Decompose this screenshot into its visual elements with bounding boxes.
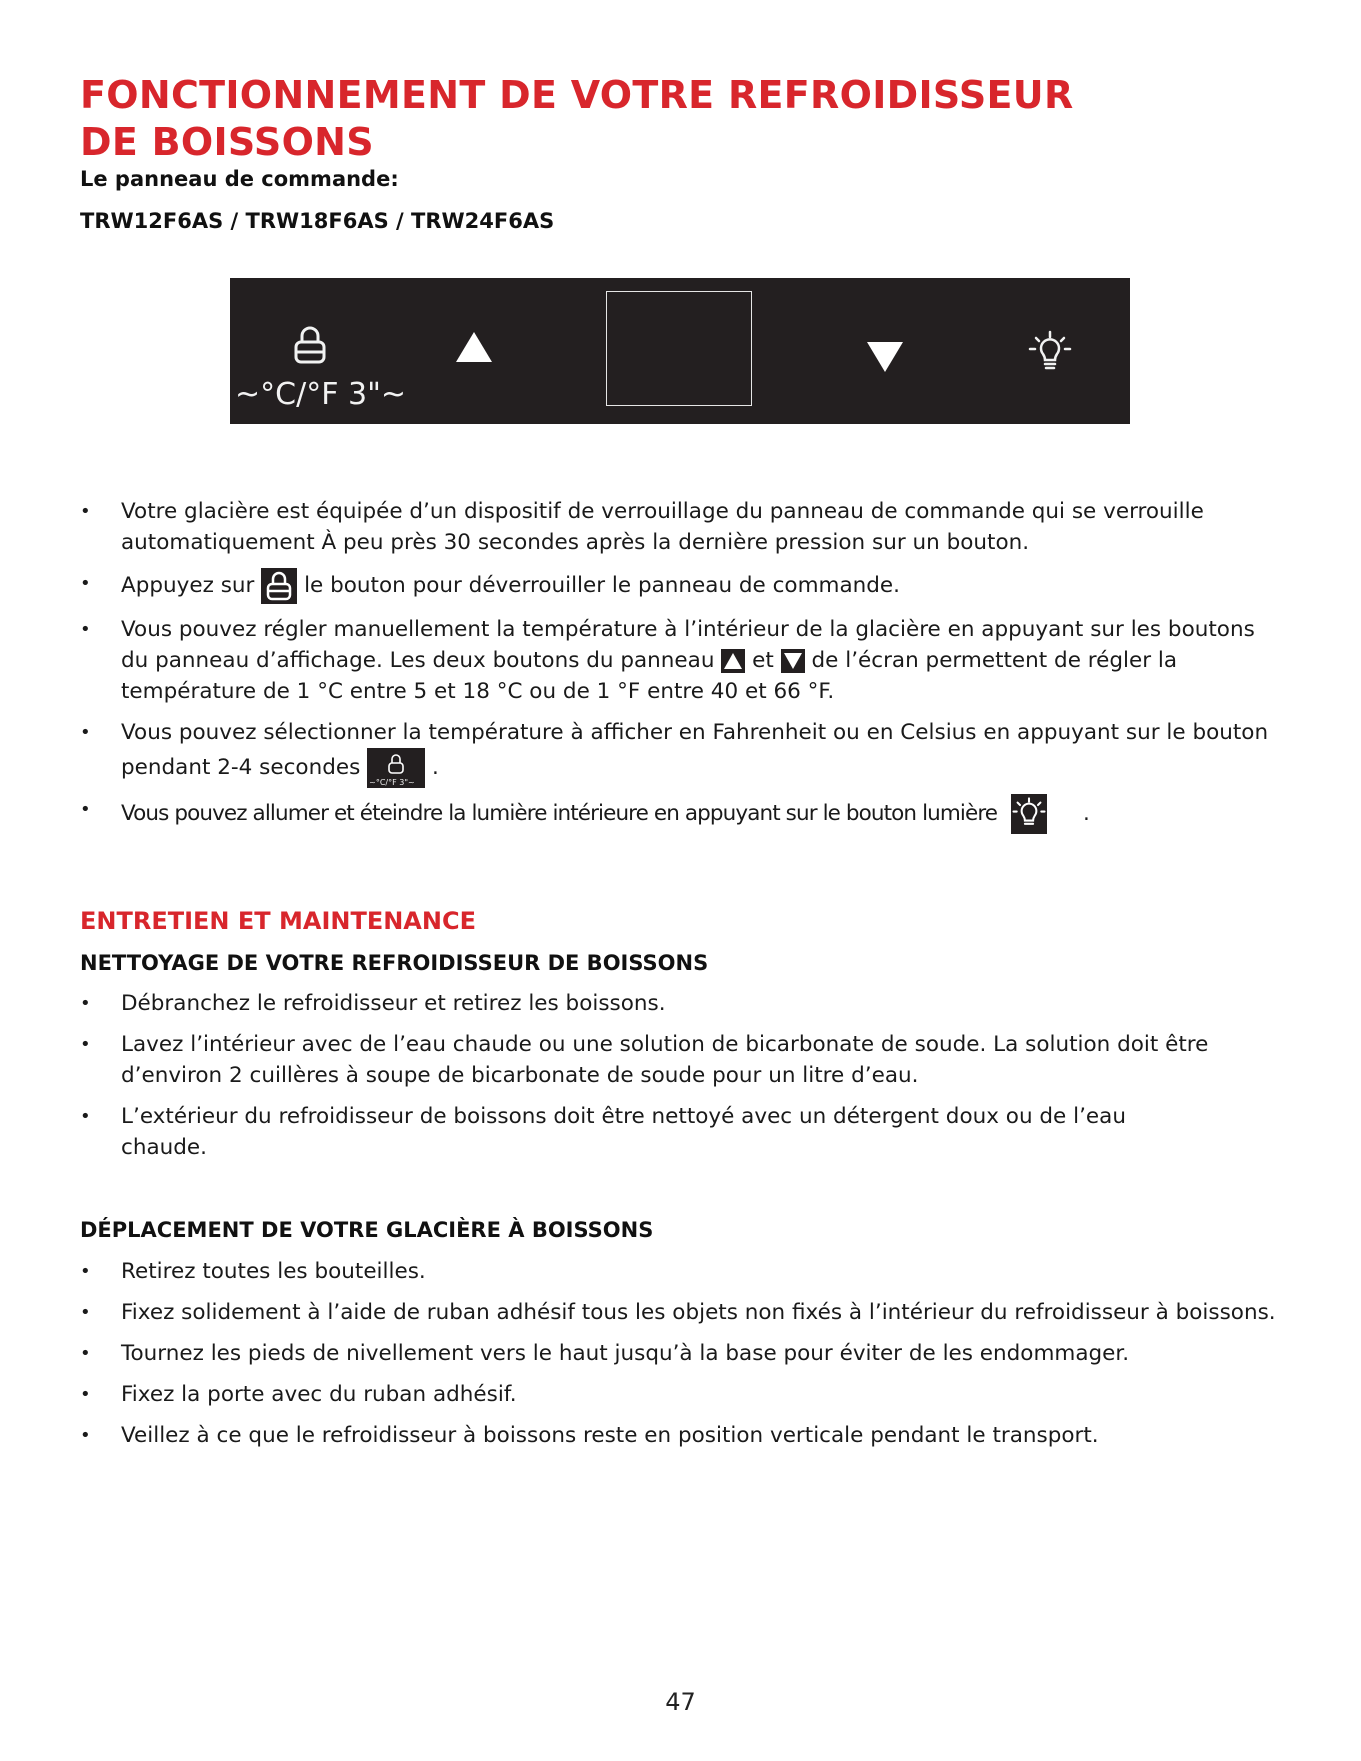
- model-numbers: TRW12F6AS / TRW18F6AS / TRW24F6AS: [80, 209, 555, 233]
- list-item: [80, 717, 1280, 788]
- bullet-text: Vous pouvez régler manuellement la température à l’intérieur de la glacière en appuyant sur les boutons du panneau d’affichage. Les deux boutons du panneau: [121, 617, 1255, 673]
- bullet-text: Débranchez le refroidisseur et retirez les boissons.: [121, 991, 666, 1016]
- bullet-text: .: [1083, 801, 1089, 826]
- bullet-text: Appuyez sur: [121, 573, 255, 598]
- list-item: [80, 568, 1280, 604]
- light-bulb-icon: [1028, 330, 1072, 374]
- bullet-text: de l’écran permettent de régler la température de 1 °C entre 5 et 18 °C ou de 1 °F entre 40 et 66 °F.: [121, 648, 1178, 704]
- mini-unit-label: ~°C/°F 3"~: [369, 778, 415, 787]
- bullet-text: Fixez solidement à l’aide de ruban adhésif tous les objets non fixés à l’intérieur du refroidisseur à boissons.: [121, 1300, 1276, 1325]
- lock-icon: [261, 568, 297, 604]
- up-arrow-icon: [455, 331, 493, 363]
- moving-title: DÉPLACEMENT DE VOTRE GLACIÈRE À BOISSONS: [80, 1218, 654, 1242]
- list-item: [80, 1379, 1280, 1410]
- down-arrow-icon: [781, 649, 805, 673]
- lock-unit-button-icon: [367, 748, 425, 788]
- list-item: [80, 1256, 1280, 1287]
- list-item: [80, 496, 1280, 558]
- bullet-text: et: [752, 648, 774, 673]
- page-number: 47: [665, 1688, 696, 1716]
- moving-bullet-list: [80, 1256, 1280, 1451]
- page-title-line1: FONCTIONNEMENT DE VOTRE REFROIDISSEUR: [80, 73, 1074, 117]
- list-item: [80, 1297, 1280, 1328]
- list-item: [80, 614, 1280, 707]
- list-item: [80, 1101, 1280, 1163]
- bullet-text: Lavez l’intérieur avec de l’eau chaude ou une solution de bicarbonate de soude. La solution doit être d’environ 2 cuillères à soupe de bicarbonate de soude pour un litre d’eau.: [121, 1032, 1209, 1088]
- control-panel-illustration: [230, 278, 1130, 424]
- section-title-maintenance: ENTRETIEN ET MAINTENANCE: [80, 907, 476, 935]
- bullet-text: Fixez la porte avec du ruban adhésif.: [121, 1382, 517, 1407]
- list-item: [80, 794, 1280, 834]
- cleaning-title: NETTOYAGE DE VOTRE REFROIDISSEUR DE BOISSONS: [80, 951, 709, 975]
- temperature-unit-label: ~°C/°F 3"~: [235, 377, 407, 412]
- list-item: [80, 1420, 1280, 1451]
- usage-bullet-list: [80, 496, 1280, 834]
- bullet-text: le bouton pour déverrouiller le panneau de commande.: [304, 573, 900, 598]
- lock-icon: [293, 325, 327, 365]
- bullet-text: Votre glacière est équipée d’un dispositif de verrouillage du panneau de commande qui se verrouille automatiquement À peu près 30 secondes après la dernière pression sur un bouton.: [121, 499, 1204, 555]
- down-arrow-icon: [866, 341, 904, 373]
- display-window: [606, 291, 752, 406]
- cleaning-bullet-list: [80, 988, 1280, 1163]
- page-title: [80, 72, 1074, 166]
- list-item: [80, 988, 1280, 1019]
- light-bulb-icon: [1011, 794, 1047, 834]
- list-item: [80, 1338, 1280, 1369]
- panel-label: Le panneau de commande:: [80, 167, 399, 191]
- bullet-text: Veillez à ce que le refroidisseur à boissons reste en position verticale pendant le transport.: [121, 1423, 1099, 1448]
- page-title-line2: DE BOISSONS: [80, 120, 374, 164]
- list-item: [80, 1029, 1280, 1091]
- bullet-text: Vous pouvez sélectionner la température à afficher en Fahrenheit ou en Celsius en appuyant sur le bouton pendant 2-4 secondes: [121, 720, 1269, 780]
- up-arrow-icon: [721, 649, 745, 673]
- bullet-text: Tournez les pieds de nivellement vers le haut jusqu’à la base pour éviter de les endommager.: [121, 1341, 1130, 1366]
- bullet-text: L’extérieur du refroidisseur de boissons doit être nettoyé avec un détergent doux ou de l’eau chaude.: [121, 1104, 1126, 1160]
- bullet-text: Vous pouvez allumer et éteindre la lumière intérieure en appuyant sur le bouton lumière: [121, 801, 998, 826]
- bullet-text: .: [431, 755, 439, 780]
- bullet-text: Retirez toutes les bouteilles.: [121, 1259, 426, 1284]
